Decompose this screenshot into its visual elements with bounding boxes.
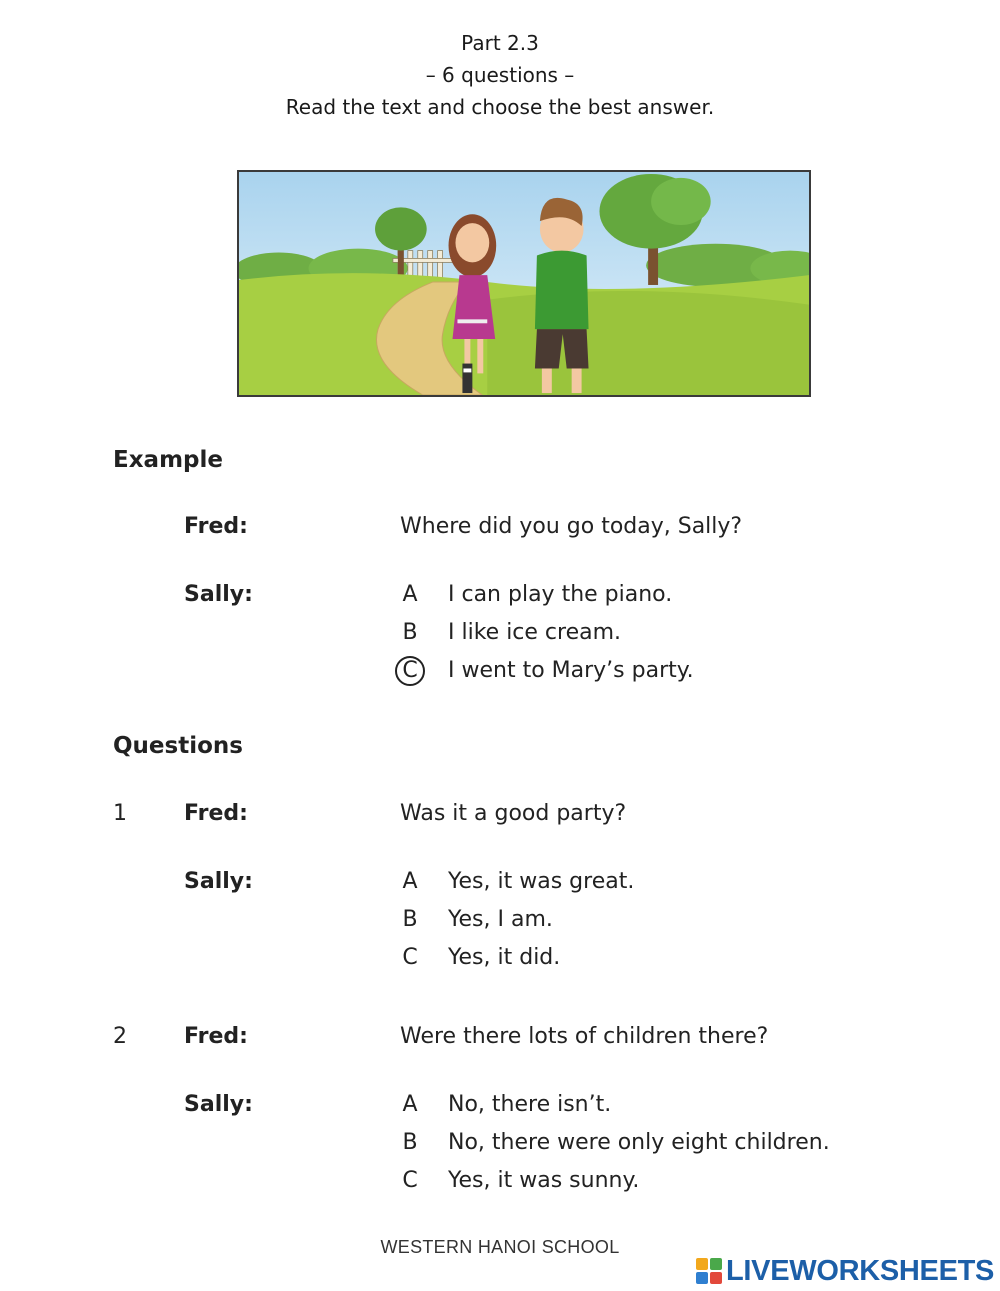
question-1-option-c-text[interactable]: Yes, it did. (448, 945, 561, 970)
liveworksheets-brand[interactable] (696, 1255, 994, 1287)
example-prompt-speaker: Fred: (184, 514, 248, 539)
example-option-c-selected-circle: C (395, 656, 425, 686)
example-option-c-text: I went to Mary’s party. (448, 658, 694, 683)
questions-title: Questions (113, 733, 243, 759)
question-2-answer-speaker: Sally: (184, 1092, 253, 1117)
question-2-prompt-speaker: Fred: (184, 1024, 248, 1049)
question-1-prompt: Was it a good party? (400, 801, 627, 826)
school-name: WESTERN HANOI SCHOOL (380, 1237, 620, 1257)
question-2-option-c-text[interactable]: Yes, it was sunny. (448, 1168, 640, 1193)
question-2-prompt: Were there lots of children there? (400, 1024, 769, 1049)
question-1-answer-speaker: Sally: (184, 869, 253, 894)
example-option-a-text: I can play the piano. (448, 582, 673, 607)
instructions: Read the text and choose the best answer. (285, 95, 715, 119)
question-1-option-c-letter[interactable]: C (402, 945, 418, 970)
children-walking-in-park-picture (239, 172, 809, 395)
question-2-option-b-letter[interactable]: B (402, 1130, 418, 1155)
question-1-option-a-letter[interactable]: A (402, 869, 418, 894)
question-1-option-b-text[interactable]: Yes, I am. (448, 907, 553, 932)
liveworksheets-logo-icon (696, 1258, 722, 1284)
example-prompt: Where did you go today, Sally? (400, 514, 743, 539)
question-1-number: 1 (113, 801, 127, 826)
question-2-option-c-letter[interactable]: C (402, 1168, 418, 1193)
question-1-option-a-text[interactable]: Yes, it was great. (448, 869, 635, 894)
question-1-prompt-speaker: Fred: (184, 801, 248, 826)
example-title: Example (113, 447, 223, 473)
example-option-a-letter: A (402, 582, 418, 607)
question-1-option-b-letter[interactable]: B (402, 907, 418, 932)
example-option-b-text: I like ice cream. (448, 620, 622, 645)
question-count: – 6 questions – (425, 63, 575, 87)
question-2-option-a-letter[interactable]: A (402, 1092, 418, 1117)
liveworksheets-wordmark: LIVEWORKSHEETS (726, 1254, 995, 1287)
example-option-b-letter: B (402, 620, 418, 645)
example-answer-speaker: Sally: (184, 582, 253, 607)
question-2-number: 2 (113, 1024, 127, 1049)
part-heading: Part 2.3 (461, 31, 539, 55)
question-2-option-a-text[interactable]: No, there isn’t. (448, 1092, 612, 1117)
park-illustration (237, 170, 811, 397)
question-2-option-b-text[interactable]: No, there were only eight children. (448, 1130, 830, 1155)
